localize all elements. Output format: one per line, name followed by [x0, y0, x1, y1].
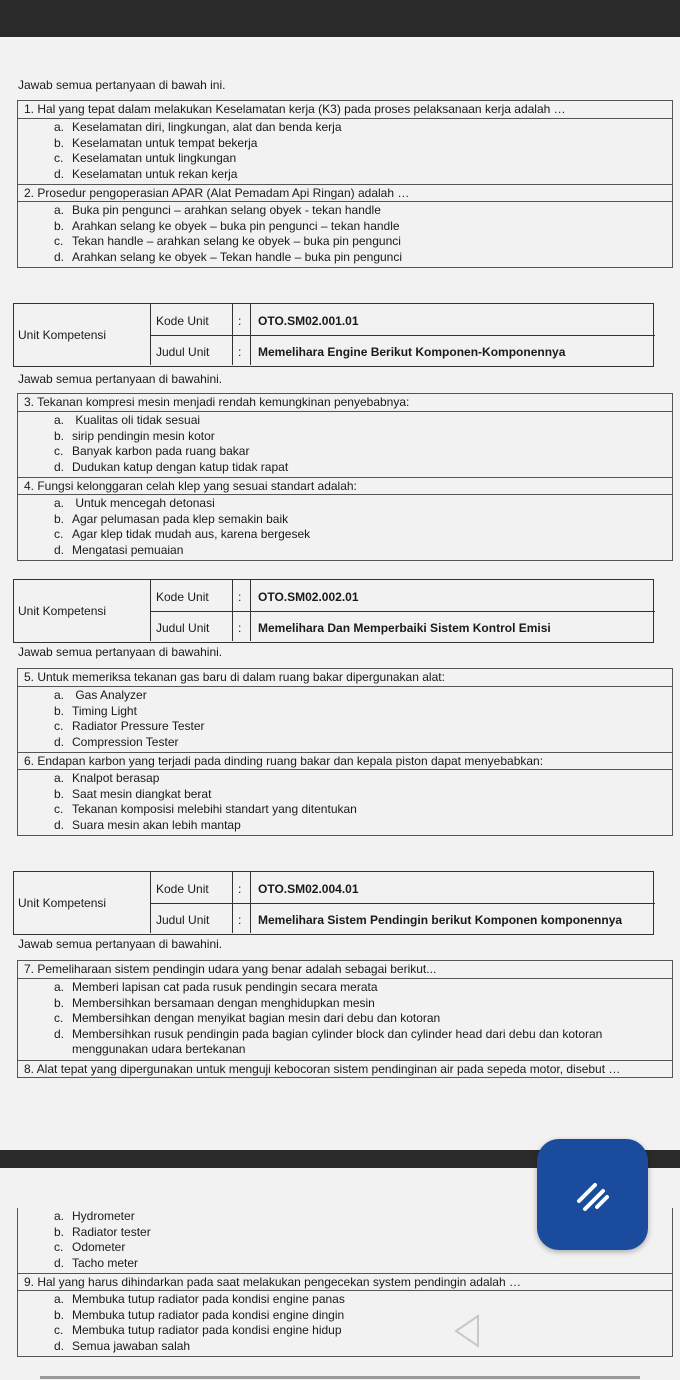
option-1b: b. Keselamatan untuk tempat bekerja: [54, 135, 258, 150]
option-6d: d. Suara mesin akan lebih mantap: [54, 817, 241, 832]
judul-label: Judul Unit: [156, 913, 210, 927]
options-4: [18, 494, 672, 560]
options-3: [18, 411, 672, 477]
judul-value: Memelihara Engine Berikut Komponen-Komponennya: [258, 345, 566, 359]
option-8b: b. Radiator tester: [54, 1224, 151, 1239]
home-indicator: [40, 1376, 640, 1379]
option-7d: d. Membersihkan rusuk pendingin pada bagian cylinder block dan cylinder head dari debu dan kotoran: [54, 1026, 603, 1041]
option-2a: a. Buka pin pengunci – arahkan selang obyek - tekan handle: [54, 203, 381, 217]
unit-kompetensi-2: Unit Kompetensi Kode Unit Judul Unit : : OTO.SM02.002.01 Memelihara Dan Memperbaiki Sistem Kontrol Emisi: [13, 579, 654, 643]
options-5: [18, 686, 672, 752]
question-table-2: [17, 393, 673, 561]
judul-value: Memelihara Sistem Pendingin berikut Komponen komponennya: [258, 913, 623, 927]
option-5b: b. Timing Light: [54, 703, 137, 718]
unit-label: Unit Kompetensi: [18, 327, 107, 342]
option-2b: b. Arahkan selang ke obyek – buka pin pengunci – tekan handle: [54, 218, 400, 233]
option-6c: c. Tekanan komposisi melebihi standart yang ditentukan: [54, 802, 357, 816]
option-8d: d. Tacho meter: [54, 1255, 139, 1270]
option-7c: c. Membersihkan dengan menyikat bagian mesin dari debu dan kotoran: [54, 1011, 441, 1025]
option-1c: c. Keselamatan untuk lingkungan: [54, 151, 237, 165]
option-5d: d. Compression Tester: [54, 734, 179, 749]
option-6a: a. Knalpot berasap: [54, 771, 160, 785]
options-9: [18, 1290, 672, 1356]
option-9b: b. Membuka tutup radiator pada kondisi engine dingin: [54, 1307, 345, 1322]
question-table-1: [17, 100, 673, 268]
edit-fab-button[interactable]: [537, 1139, 648, 1250]
option-9a: a. Membuka tutup radiator pada kondisi engine panas: [54, 1292, 345, 1306]
kode-label: Kode Unit: [156, 882, 209, 896]
back-triangle-icon[interactable]: [450, 1312, 482, 1350]
option-4b: b. Agar pelumasan pada klep semakin baik: [54, 511, 289, 526]
option-9c: c. Membuka tutup radiator pada kondisi engine hidup: [54, 1323, 342, 1337]
option-5a: a. Gas Analyzer: [54, 688, 147, 702]
options-2: [18, 201, 672, 267]
option-6b: b. Saat mesin diangkat berat: [54, 786, 212, 801]
question-6: 6. Endapan karbon yang terjadi pada dinding ruang bakar dan kepala piston dapat menyebabkan:: [18, 752, 672, 769]
option-4d: d. Mengatasi pemuaian: [54, 542, 184, 557]
question-4: 4. Fungsi kelonggaran celah klep yang sesuai standart adalah:: [18, 477, 672, 494]
kode-value: OTO.SM02.002.01: [258, 590, 359, 604]
question-8: 8. Alat tepat yang dipergunakan untuk menguji kebocoran sistem pendinginan air pada sepeda motor, disebut …: [18, 1060, 672, 1077]
option-7a: a. Memberi lapisan cat pada rusuk pendingin secara merata: [54, 980, 378, 994]
option-8c: c. Odometer: [54, 1240, 126, 1254]
option-4a: a. Untuk mencegah detonasi: [54, 496, 215, 510]
kode-label: Kode Unit: [156, 590, 209, 604]
intro-text: Jawab semua pertanyaan di bawahini.: [18, 937, 223, 951]
option-1d: d. Keselamatan untuk rekan kerja: [54, 166, 238, 181]
option-5c: c. Radiator Pressure Tester: [54, 719, 205, 733]
pencil-sparkle-icon: [569, 1171, 617, 1219]
unit-label: Unit Kompetensi: [18, 895, 107, 910]
option-7b: b. Membersihkan bersamaan dengan menghidupkan mesin: [54, 995, 375, 1010]
options-6: [18, 769, 672, 835]
question-1: 1. Hal yang tepat dalam melakukan Keselamatan kerja (K3) pada proses pelaksanaan kerja adalah …: [24, 102, 566, 116]
kode-value: OTO.SM02.004.01: [258, 882, 359, 896]
unit-kompetensi-3: Unit Kompetensi Kode Unit Judul Unit : : OTO.SM02.004.01 Memelihara Sistem Pendingin berikut Komponen komponennya: [13, 871, 654, 935]
options-1: [18, 118, 672, 184]
option-3c: c. Banyak karbon pada ruang bakar: [54, 444, 250, 458]
option-9d: d. Semua jawaban salah: [54, 1338, 191, 1353]
unit-label: Unit Kompetensi: [18, 603, 107, 618]
judul-label: Judul Unit: [156, 621, 210, 635]
question-2: 2. Prosedur pengoperasian APAR (Alat Pemadam Api Ringan) adalah …: [18, 184, 672, 201]
option-2c: c. Tekan handle – arahkan selang ke obyek – buka pin pengunci: [54, 234, 401, 248]
option-3b: b. sirip pendingin mesin kotor: [54, 428, 215, 443]
option-3d: d. Dudukan katup dengan katup tidak rapat: [54, 459, 289, 474]
option-4c: c. Agar klep tidak mudah aus, karena bergesek: [54, 527, 311, 541]
question-table-4: [17, 960, 673, 1078]
intro-text: Jawab semua pertanyaan di bawahini.: [18, 372, 223, 386]
judul-value: Memelihara Dan Memperbaiki Sistem Kontrol Emisi: [258, 621, 551, 635]
question-9: 9. Hal yang harus dihindarkan pada saat melakukan pengecekan system pendingin adalah …: [18, 1273, 672, 1290]
intro-text: Jawab semua pertanyaan di bawah ini.: [18, 78, 226, 92]
intro-text: Jawab semua pertanyaan di bawahini.: [18, 645, 223, 659]
judul-label: Judul Unit: [156, 345, 210, 359]
kode-label: Kode Unit: [156, 314, 209, 328]
top-status-bar: [0, 0, 680, 37]
question-table-3: [17, 668, 673, 836]
option-2d: d. Arahkan selang ke obyek – Tekan handle – buka pin pengunci: [54, 249, 403, 264]
question-5: 5. Untuk memeriksa tekanan gas baru di dalam ruang bakar dipergunakan alat:: [24, 670, 445, 684]
option-1a: a. Keselamatan diri, lingkungan, alat dan benda kerja: [54, 120, 342, 134]
question-3: 3. Tekanan kompresi mesin menjadi rendah kemungkinan penyebabnya:: [24, 395, 410, 409]
unit-kompetensi-1: Unit Kompetensi Kode Unit Judul Unit : : OTO.SM02.001.01 Memelihara Engine Berikut Komponen-Komponennya: [13, 303, 654, 367]
kode-value: OTO.SM02.001.01: [258, 314, 359, 328]
option-7d-cont: menggunakan udara bertekanan: [72, 1042, 246, 1056]
option-3a: a. Kualitas oli tidak sesuai: [54, 413, 201, 427]
option-8a: a. Hydrometer: [54, 1209, 135, 1223]
options-7: [18, 978, 672, 1060]
question-7: 7. Pemeliharaan sistem pendingin udara yang benar adalah sebagai berikut...: [24, 962, 437, 976]
